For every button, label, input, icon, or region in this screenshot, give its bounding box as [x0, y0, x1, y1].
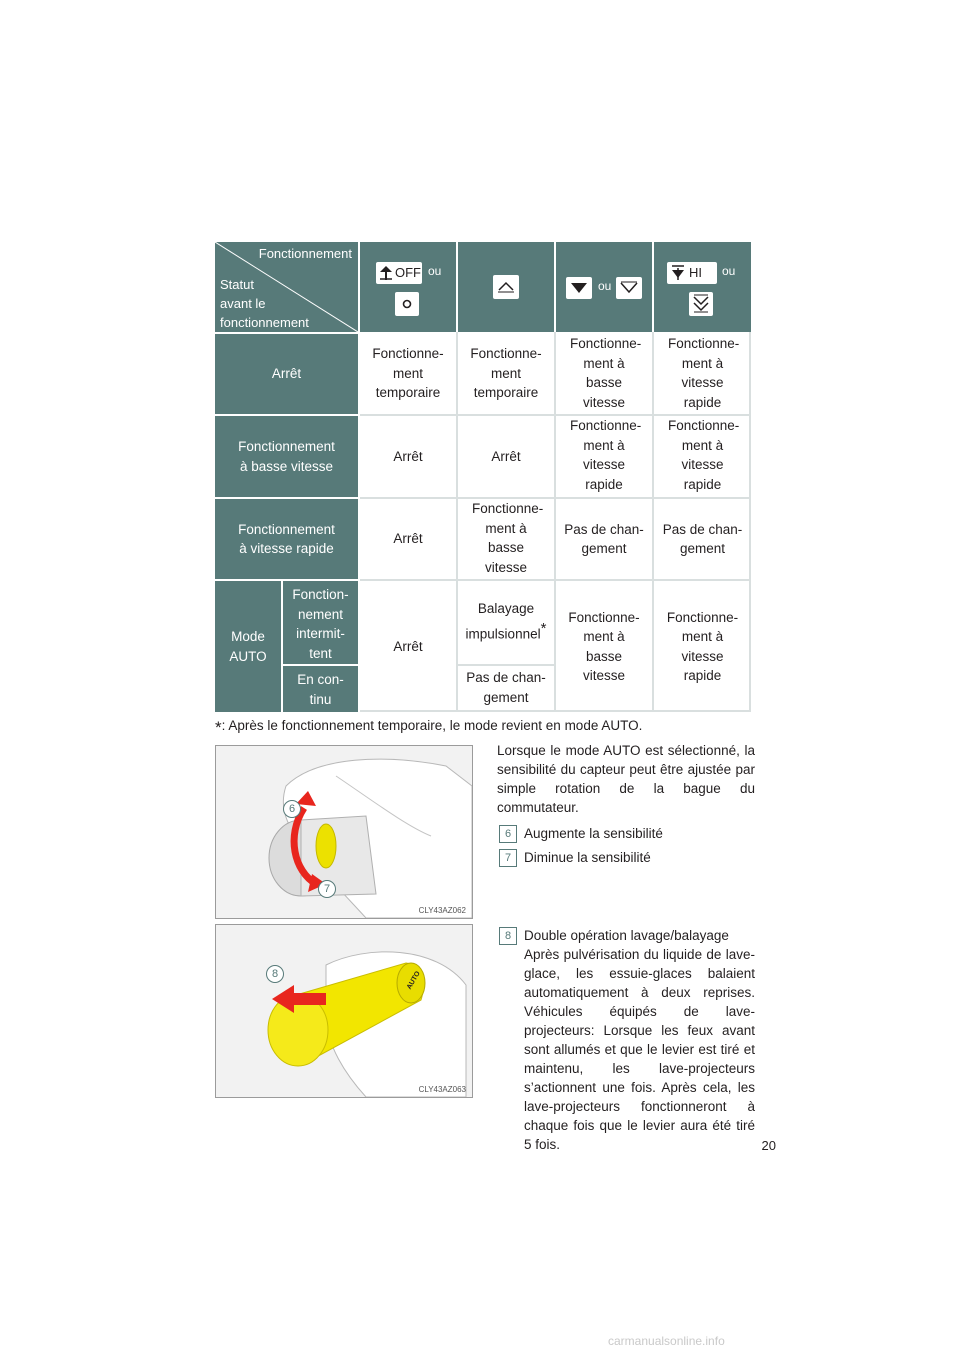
item-6-number: 6 [499, 825, 517, 843]
corner-bottom-line-2: avant le [220, 296, 266, 311]
chevron-up-icon [493, 275, 519, 299]
row-head-basse: Fonctionnement à basse vitesse [215, 416, 358, 497]
figure-sensitivity-ring [215, 745, 473, 919]
item-7-number: 7 [499, 849, 517, 867]
callout-6: 6 [283, 800, 301, 818]
item-7-text: Diminue la sensibilité [524, 850, 651, 865]
corner-bottom-line-3: fonctionnement [220, 315, 309, 330]
item-8-body: Après pulvérisation du liquide de lave-glace, les essuie-glaces balaient automatiquement à deux reprises. Véhicules équipés de lave-projecteurs: Lorsque les feux avant sont allumés et que le levier est tiré et maintenu, les lave-projecteurs s’actionnent une fois. Après cela, les lave-projecteurs fonctionneront à chaque fois que le levier aura été tiré 5 fois. [524, 947, 755, 1152]
row-head-rapide: Fonctionnement à vitesse rapide [215, 499, 358, 579]
page-number: 20 [761, 1138, 776, 1153]
corner-top-label: Fonctionnement [258, 246, 352, 261]
auto-knob-label: AUTO [405, 970, 422, 991]
cell-arret-1: Fonctionne- ment temporaire [360, 334, 456, 414]
item-6-text: Augmente la sensibilité [524, 826, 663, 841]
off-icon: OFF [376, 262, 422, 284]
cell-rapide-4: Pas de chan- gement [654, 499, 751, 579]
cell-auto-2a: Balayage impulsionnel* [458, 581, 554, 664]
footnote-mark: * [540, 619, 547, 637]
cell-rapide-3: Pas de chan- gement [556, 499, 652, 579]
row-head-arret: Arrêt [215, 334, 358, 414]
cell-basse-3: Fonctionne- ment à vitesse rapide [556, 416, 652, 497]
cell-arret-4: Fonctionne- ment à vitesse rapide [654, 334, 751, 414]
cell-auto-2b: Pas de chan- gement [458, 666, 554, 712]
watermark: carmanualsonline.info [608, 1334, 725, 1348]
cell-basse-4: Fonctionne- ment à vitesse rapide [654, 416, 751, 497]
cell-basse-1: Arrêt [360, 416, 456, 497]
cell-rapide-2: Fonctionne- ment à basse vitesse [458, 499, 554, 579]
cell-auto-4: Fonctionne- ment à vitesse rapide [654, 581, 751, 712]
header-col-up [458, 242, 554, 332]
hi-icon: HI [667, 262, 717, 284]
sensitivity-intro: Lorsque le mode AUTO est sélectionné, la sensibilité du capteur peut être ajustée par simple rotation de la bague du commutateur. [497, 743, 755, 815]
corner-header [215, 242, 358, 332]
row-head-auto-intermittent: Fonction- nement intermit- tent [283, 581, 358, 664]
lever-ring-illustration [216, 746, 472, 918]
item-8-title: Double opération lavage/balayage [524, 928, 729, 943]
mist-icon [395, 292, 419, 316]
double-chevron-down-icon [689, 292, 713, 316]
header-col-down [556, 242, 652, 332]
figure-code: CLY43AZ062 [418, 906, 466, 915]
or-label: ou [722, 264, 736, 278]
row-head-auto-continu: En con- tinu [283, 666, 358, 712]
header-col-off [360, 242, 456, 332]
or-label: ou [598, 279, 612, 293]
callout-7: 7 [318, 880, 336, 898]
or-label: ou [428, 264, 442, 278]
col-divider [554, 332, 556, 712]
col-divider [456, 332, 458, 712]
cell-arret-3: Fonctionne- ment à basse vitesse [556, 334, 652, 414]
lever-pull-illustration [216, 925, 472, 1097]
figure-code: CLY43AZ063 [418, 1085, 466, 1094]
cell-auto-1: Arrêt [360, 581, 456, 712]
header-col-hi [654, 242, 751, 332]
row-divider [458, 664, 554, 666]
triangle-down-icon [566, 277, 592, 299]
item-8-number: 8 [499, 927, 517, 945]
row-head-auto: Mode AUTO [215, 581, 281, 712]
col-divider [652, 332, 654, 712]
cell-arret-2: Fonctionne- ment temporaire [458, 334, 554, 414]
figure-wash-wipe [215, 924, 473, 1098]
cell-rapide-1: Arrêt [360, 499, 456, 579]
corner-bottom-line-1: Statut [220, 277, 254, 292]
cell-auto-3: Fonctionne- ment à basse vitesse [556, 581, 652, 712]
callout-8: 8 [266, 965, 284, 983]
wiper-operation-table [215, 242, 751, 712]
chevron-down-icon [616, 277, 642, 299]
table-footnote: *: Après le fonctionnement temporaire, le mode revient en mode AUTO. [215, 718, 643, 737]
cell-basse-2: Arrêt [458, 416, 554, 497]
col-divider [749, 332, 751, 712]
